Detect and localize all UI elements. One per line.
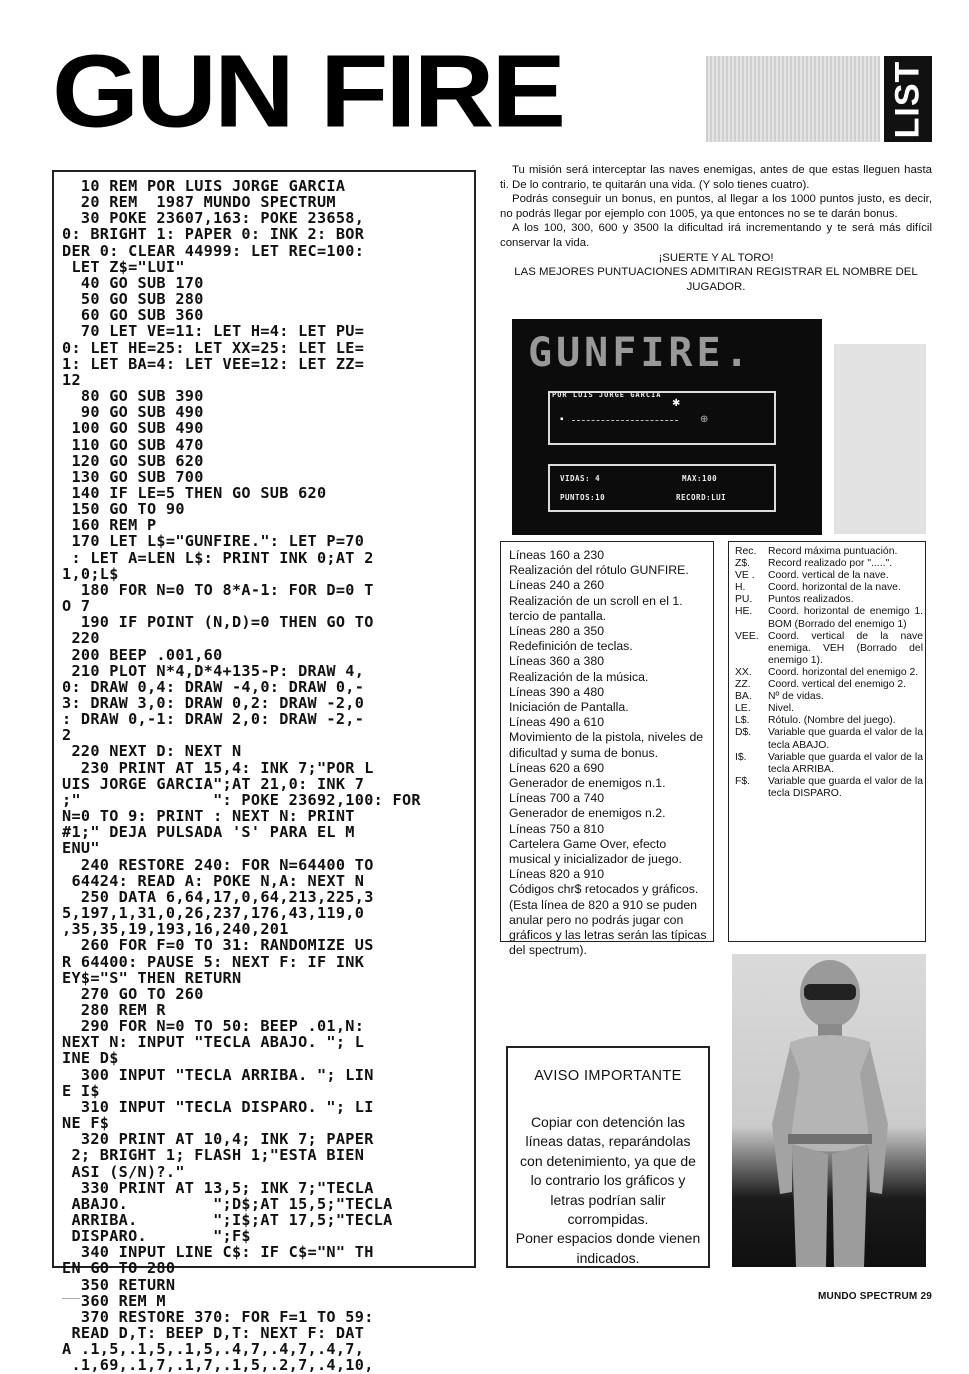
variable-name: H. xyxy=(735,582,746,594)
listing-line: 30 POKE 23607,163: POKE 23658, xyxy=(62,209,365,228)
section-tab xyxy=(884,56,932,142)
listing-line: 130 GO SUB 700 xyxy=(62,467,204,486)
page-number: 29 xyxy=(920,1291,932,1302)
intro-paragraph: Podrás conseguir un bonus, en puntos, al llegar a los 1000 puntos justo, es decir, no podrás llegar por ejemplo con 1005, ya que entonces no se te darán bonus. xyxy=(500,193,932,220)
listing-line: N=0 TO 9: PRINT : NEXT N: PRINT xyxy=(62,807,355,826)
enemy-icon: ✱ xyxy=(672,398,681,409)
listing-line: NE F$ xyxy=(62,1114,110,1133)
variable-description: Coord. horizontal de enemigo 1. BOM (Borrado del enemigo 1) xyxy=(768,606,923,630)
listing-line: 190 IF POINT (N,D)=0 THEN GO TO xyxy=(62,613,374,632)
notice-paragraph: Poner espacios donde vienen indicados. xyxy=(515,1230,701,1266)
variable-description: Record realizado por ".....". xyxy=(768,558,893,570)
listing-line: 210 PLOT N*4,D*4+135-P: DRAW 4, xyxy=(62,661,365,680)
crosshair-icon: ⊕ xyxy=(700,414,709,425)
listing-line: 3: DRAW 3,0: DRAW 0,2: DRAW -2,0 xyxy=(62,694,365,712)
line-range-heading: Líneas 360 a 380 xyxy=(509,654,605,669)
variable-description: Record máxima puntuación. xyxy=(768,546,898,557)
listing-line: NEXT N: INPUT "TECLA ABAJO. "; L xyxy=(62,1033,365,1052)
listing-line: 220 xyxy=(62,629,100,648)
variable-name: Z$. xyxy=(735,558,751,570)
variable-name: HE. xyxy=(735,606,753,618)
line-range-description: Cartelera Game Over, efecto musical y inicializador de juego. xyxy=(509,836,682,867)
listing-line: 290 FOR N=0 TO 50: BEEP .01,N: xyxy=(62,1017,365,1036)
footer-rule xyxy=(62,1298,80,1299)
listing-line: 120 GO SUB 620 xyxy=(62,451,204,470)
shot-trail xyxy=(572,420,678,421)
listing-line: 170 LET L$="GUNFIRE.": LET P=70 xyxy=(62,532,365,551)
line-range-description: Generador de enemigos n.1. xyxy=(509,776,666,791)
variable-name: ZZ. xyxy=(735,679,751,691)
line-range-heading: Líneas 390 a 480 xyxy=(509,684,605,699)
listing-line: 220 NEXT D: NEXT N xyxy=(62,742,242,761)
listing-line: 230 PRINT AT 15,4: INK 7;"POR L xyxy=(62,758,374,777)
line-range-heading: Líneas 820 a 910 xyxy=(509,867,605,882)
variable-description: Coord. horizontal del enemigo 2. xyxy=(768,666,919,678)
listing-line: 70 LET VE=11: LET H=4: LET PU= xyxy=(62,322,365,341)
variable-row xyxy=(735,631,923,667)
line-range-heading: Líneas 750 a 810 xyxy=(509,821,605,836)
status-puntos: PUNTOS:10 xyxy=(560,493,606,502)
notice-box xyxy=(506,1046,710,1268)
listing-line: 260 FOR F=0 TO 31: RANDOMIZE US xyxy=(62,936,374,955)
variable-description: Nº de vidas. xyxy=(768,691,824,703)
listing-line: O 7 xyxy=(62,597,91,616)
line-ranges-box xyxy=(500,541,714,958)
variable-name: F$. xyxy=(735,775,751,787)
listing-line: 180 FOR N=0 TO 8*A-1: FOR D=0 T xyxy=(62,580,374,599)
listing-line: 370 RESTORE 370: FOR F=1 TO 59: xyxy=(62,1307,374,1326)
listing-line: 160 REM P xyxy=(62,516,157,535)
listing-line: 350 RETURN xyxy=(62,1275,176,1294)
variable-row xyxy=(735,606,923,630)
line-range-description: Movimiento de la pistola, niveles de dificultad y suma de bonus. xyxy=(509,730,704,760)
notice-title: AVISO IMPORTANTE xyxy=(534,1068,682,1084)
variable-row xyxy=(735,594,923,606)
listing-line: 64424: READ A: POKE N,A: NEXT N xyxy=(62,871,365,890)
article-title: GUN FIRE xyxy=(52,33,564,149)
screenshot-status-panel xyxy=(548,464,776,512)
variable-name: Rec. xyxy=(735,546,757,557)
astronaut-figure-image xyxy=(732,954,926,1267)
variable-name: D$. xyxy=(735,727,752,739)
listing-line: : DRAW 0,-1: DRAW 2,0: DRAW -2,- xyxy=(62,710,365,729)
notice-paragraph: Copiar con detención las líneas datas, reparándolas con detenimiento, ya que de lo contrario los gráficos y letras podrían salir corrompidas. xyxy=(520,1114,696,1228)
listing-line: EY$="S" THEN RETURN xyxy=(62,968,242,987)
variable-description: Coord. vertical de la nave enemiga. VEH (Borrado del enemigo 1). xyxy=(768,630,923,666)
line-range-heading: Líneas 160 a 230 xyxy=(509,548,605,562)
listing-line: 140 IF LE=5 THEN GO SUB 620 xyxy=(62,483,327,502)
listing-line: 100 GO SUB 490 xyxy=(62,419,204,438)
intro-paragraph: A los 100, 300, 600 y 3500 la dificultad irá incrementando y te será más difícil conservar la vida. xyxy=(500,222,932,249)
line-range-heading: Líneas 240 a 260 xyxy=(509,578,605,593)
listing-line: EN GO TO 280 xyxy=(62,1259,176,1278)
listing-line: 270 GO TO 260 xyxy=(62,984,204,1003)
listing-line: 40 GO SUB 170 xyxy=(62,273,204,292)
line-range-description: Códigos chr$ retocados y gráficos. (Esta línea de 820 a 910 se puden anular pero no podrás jugar con gráficos y las letras serán las típicas del spectrum). xyxy=(509,882,707,958)
variable-row xyxy=(735,679,923,691)
variable-row xyxy=(735,667,923,679)
variable-row xyxy=(735,703,923,715)
line-range-heading: Líneas 490 a 610 xyxy=(509,715,605,730)
listing-line: 12 xyxy=(62,370,81,389)
listing-line: 240 RESTORE 240: FOR N=64400 TO xyxy=(62,855,374,874)
listing-line: DER 0: CLEAR 44999: LET REC=100: xyxy=(62,241,365,260)
variables-box xyxy=(728,541,926,942)
basic-listing xyxy=(62,177,470,1374)
status-max: MAX:100 xyxy=(682,474,718,483)
line-range-description: Realización del rótulo GUNFIRE. xyxy=(509,563,689,578)
listing-line: DISPARO. ";F$ xyxy=(62,1227,251,1246)
listing-line: 90 GO SUB 490 xyxy=(62,403,204,422)
listing-line: 330 PRINT AT 13,5; INK 7;"TECLA xyxy=(62,1178,374,1197)
listing-line: 10 REM POR LUIS JORGE GARCIA xyxy=(62,177,346,195)
listing-line: 0: LET HE=25: LET XX=25: LET LE= xyxy=(62,338,365,357)
page-footer xyxy=(818,1291,932,1302)
variable-description: Coord. horizontal de la nave. xyxy=(768,582,901,594)
variable-name: VE . xyxy=(735,570,755,582)
grey-panel xyxy=(834,344,926,534)
listing-line: 110 GO SUB 470 xyxy=(62,435,204,454)
listing-line: 250 DATA 6,64,17,0,64,213,225,3 xyxy=(62,887,374,906)
variable-description: Variable que guarda el valor de la tecla ABAJO. xyxy=(768,727,923,751)
listing-line: ARRIBA. ";I$;AT 17,5;"TECLA xyxy=(62,1211,393,1229)
line-range-heading: Líneas 280 a 350 xyxy=(509,624,605,639)
notice-text xyxy=(514,1113,702,1268)
astronaut-photo xyxy=(732,954,926,1267)
listing-line: ABAJO. ";D$;AT 15,5;"TECLA xyxy=(62,1194,393,1213)
screenshot-playfield xyxy=(548,391,776,445)
intro-text xyxy=(500,163,932,294)
line-range-description: Redefinición de teclas. xyxy=(509,639,633,654)
listing-line: 2; BRIGHT 1; FLASH 1;"ESTA BIEN xyxy=(62,1146,365,1165)
line-range-description: Generador de enemigos n.2. xyxy=(509,806,666,821)
listing-line: #1;" DEJA PULSADA 'S' PARA EL M xyxy=(62,823,355,842)
variable-name: I$. xyxy=(735,751,747,763)
listing-line: 360 REM M xyxy=(62,1291,166,1310)
variable-name: BA. xyxy=(735,691,752,703)
listing-line: 1,0;L$ xyxy=(62,564,119,583)
variable-name: XX. xyxy=(735,666,752,678)
line-range-description: Realización de un scroll en el 1. tercio de pantalla. xyxy=(509,593,683,623)
listing-line: 280 REM R xyxy=(62,1000,166,1019)
variable-row xyxy=(735,752,923,776)
listing-line: 320 PRINT AT 10,4; INK 7; PAPER xyxy=(62,1130,374,1149)
listing-line: 0: DRAW 0,4: DRAW -4,0: DRAW 0,- xyxy=(62,677,365,696)
listing-line: 310 INPUT "TECLA DISPARO. "; LI xyxy=(62,1097,374,1116)
magazine-name: MUNDO SPECTRUM xyxy=(818,1291,918,1302)
listing-line: 150 GO TO 90 xyxy=(62,500,185,519)
variable-description: Rótulo. (Nombre del juego). xyxy=(768,715,896,727)
variable-row xyxy=(735,715,923,727)
screenshot-author: POR LUIS JORGE GARCIA xyxy=(552,391,662,399)
listing-line: LET Z$="LUI" xyxy=(62,257,185,276)
screenshot-logo: GUNFIRE. xyxy=(528,330,753,376)
ship-icon: ▪ xyxy=(560,414,564,425)
listing-line: 200 BEEP .001,60 xyxy=(62,645,223,664)
listing-line: 80 GO SUB 390 xyxy=(62,387,204,406)
variable-row xyxy=(735,691,923,703)
status-record: RECORD:LUI xyxy=(676,493,727,502)
variable-name: PU. xyxy=(735,594,753,606)
variable-row xyxy=(735,727,923,751)
intro-note: LAS MEJORES PUNTUACIONES ADMITIRAN REGISTRAR EL NOMBRE DEL JUGADOR. xyxy=(514,266,918,293)
variable-description: Variable que guarda el valor de la tecla ARRIBA. xyxy=(768,751,923,775)
listing-line: 300 INPUT "TECLA ARRIBA. "; LIN xyxy=(62,1065,374,1084)
listing-line: 20 REM 1987 MUNDO SPECTRUM xyxy=(62,193,336,212)
section-tab-label: LIST xyxy=(888,60,927,138)
variable-row xyxy=(735,776,923,800)
listing-line: : LET A=LEN L$: PRINT INK 0;AT 2 xyxy=(62,548,374,567)
listing-line: .1,69,.1,7,.1,7,.1,5,.2,7,.4,10, xyxy=(62,1356,374,1374)
listing-line: 5,197,1,31,0,26,237,176,43,119,0 xyxy=(62,904,365,923)
listing-line: 0: BRIGHT 1: PAPER 0: INK 2: BOR xyxy=(62,225,365,244)
line-range-description: Realización de la música. xyxy=(509,669,649,684)
variable-row xyxy=(735,558,923,570)
header-texture-band xyxy=(706,56,880,142)
variable-description: Variable que guarda el valor de la tecla DISPARO. xyxy=(768,775,923,799)
variable-description: Coord. vertical de la nave. xyxy=(768,570,889,582)
listing-line: INE D$ xyxy=(62,1049,119,1068)
line-range-heading: Líneas 700 a 740 xyxy=(509,791,605,806)
listing-line: 50 GO SUB 280 xyxy=(62,290,204,309)
listing-line: UIS JORGE GARCIA";AT 21,0: INK 7 xyxy=(62,774,365,793)
listing-line: 1: LET BA=4: LET VEE=12: LET ZZ= xyxy=(62,354,365,373)
listing-line: ;" ": POKE 23692,100: FOR xyxy=(62,790,421,809)
listing-line: 340 INPUT LINE C$: IF C$="N" TH xyxy=(62,1243,374,1262)
variable-name: L$. xyxy=(735,715,750,727)
listing-line: ,35,35,19,193,16,240,201 xyxy=(62,920,289,939)
game-screenshot xyxy=(512,319,822,535)
line-range-heading: Líneas 620 a 690 xyxy=(509,760,605,775)
intro-paragraph: Tu misión será interceptar las naves enemigas, antes de que estas lleguen hasta ti. De lo contrario, te quitarán una vida. (Y solo tienes cuatro). xyxy=(500,164,932,191)
line-range-description: Iniciación de Pantalla. xyxy=(509,700,629,715)
variable-name: VEE. xyxy=(735,630,759,642)
listing-line: ENU" xyxy=(62,839,100,858)
variable-name: LE. xyxy=(735,703,751,715)
listing-line: ASI (S/N)?." xyxy=(62,1162,185,1181)
listing-line: 2 xyxy=(62,726,72,745)
listing-line: A .1,5,.1,5,.1,5,.4,7,.4,7,.4,7, xyxy=(62,1340,365,1359)
status-vidas: VIDAS: 4 xyxy=(560,474,601,483)
listing-line: READ D,T: BEEP D,T: NEXT F: DAT xyxy=(62,1324,365,1343)
variable-row xyxy=(735,546,923,558)
listing-line: R 64400: PAUSE 5: NEXT F: IF INK xyxy=(62,952,365,971)
listing-line: E I$ xyxy=(62,1081,100,1100)
variable-row xyxy=(735,582,923,594)
variable-row xyxy=(735,570,923,582)
intro-cheer: ¡SUERTE Y AL TORO! xyxy=(658,251,774,264)
variable-description: Puntos realizados. xyxy=(768,594,854,606)
listing-line: 60 GO SUB 360 xyxy=(62,306,204,325)
variable-description: Nivel. xyxy=(768,703,794,715)
variable-description: Coord. vertical del enemigo 2. xyxy=(768,679,907,691)
